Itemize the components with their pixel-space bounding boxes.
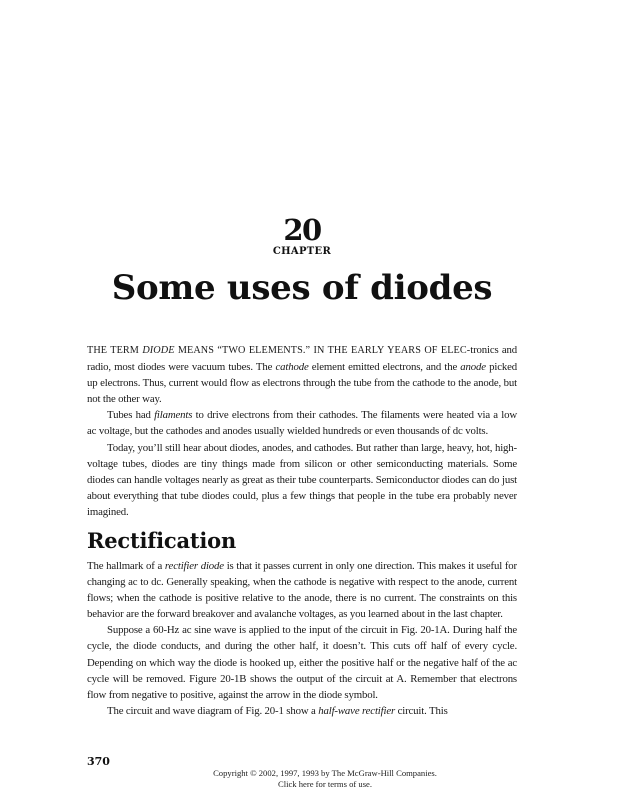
term-cathode: cathode [275,361,309,374]
page-number: 370 [87,755,110,768]
chapter-title: Some uses of diodes [111,268,493,308]
term-rectifier-diode: rectifier diode [164,560,224,572]
term-filaments: filaments [154,409,193,422]
intro-paragraph-2: Tubes had filaments to drive electrons from their cathodes. The filaments were heated via a low ac voltage, but the cathodes and anodes usually wielded hundreds or even thousands of dc volts. [87,409,517,438]
rectification-text [87,558,517,719]
rectification-paragraph-3: The circuit and wave diagram of Fig. 20-1 show a half-wave rectifier circuit. This [107,704,448,717]
lead-in-caps: THE TERM DIODE MEANS “TWO ELEMENTS.” IN THE EARLY YEARS OF ELEC- [87,345,471,356]
term-half-wave-rectifier: half-wave rectifier [318,704,396,717]
copyright-line: Copyright © 2002, 1997, 1993 by The McGraw-Hill Companies. [213,768,437,778]
chapter-number: 20 [283,213,321,247]
terms-of-use-link[interactable]: Click here for terms of use. [277,778,373,789]
intro-paragraph-1: THE TERM DIODE MEANS “TWO ELEMENTS.” IN THE EARLY YEARS OF ELEC-tronics and radio, most diodes were vacuum tubes. The cathode element emitted electrons, and the anode picked up electrons. Thus, current would flow as electrons through the tube from the cathode to the anode, but not the other way. [87,344,517,406]
rectification-paragraph-2: Suppose a 60-Hz ac sine wave is applied to the input of the circuit in Fig. 20-1A. During half the cycle, the diode conducts, and during the other half, it doesn’t. This cuts off half of every cycle. Depending on which way the diode is hooked up, either the positive half or the negative half of the ac cycle will be removed. Figure 20-1B shows the output of the circuit at A. Remember that electrons flow from negative to positive, against the arrow in the diode symbol. [87,624,517,701]
rectification-paragraph-1: The hallmark of a rectifier diode is that it passes current in only one direction. This makes it useful for changing ac to dc. Generally speaking, when the cathode is negative with respect to the anode, current flows; when the cathode is positive relative to the anode, there is no current. The constraints on this behavior are the forward breakover and avalanche voltages, as you learned about in the last chapter. [87,560,517,621]
term-anode: anode [460,361,486,374]
intro-paragraph-3: Today, you’ll still hear about diodes, anodes, and cathodes. But rather than large, heavy, hot, high-voltage tubes, diodes are tiny things made from silicon or other semiconducting materials. Some diodes can handle voltages nearly as great as their tube counterparts. Semiconductor diodes can do just about everything that tube diodes could, plus a few things that people in the tube era probably never imagined. [87,441,517,518]
intro-text [87,342,517,520]
copyright-notice [0,768,627,789]
section-heading-rectification: Rectification [87,528,237,553]
chapter-label: CHAPTER [272,246,332,257]
